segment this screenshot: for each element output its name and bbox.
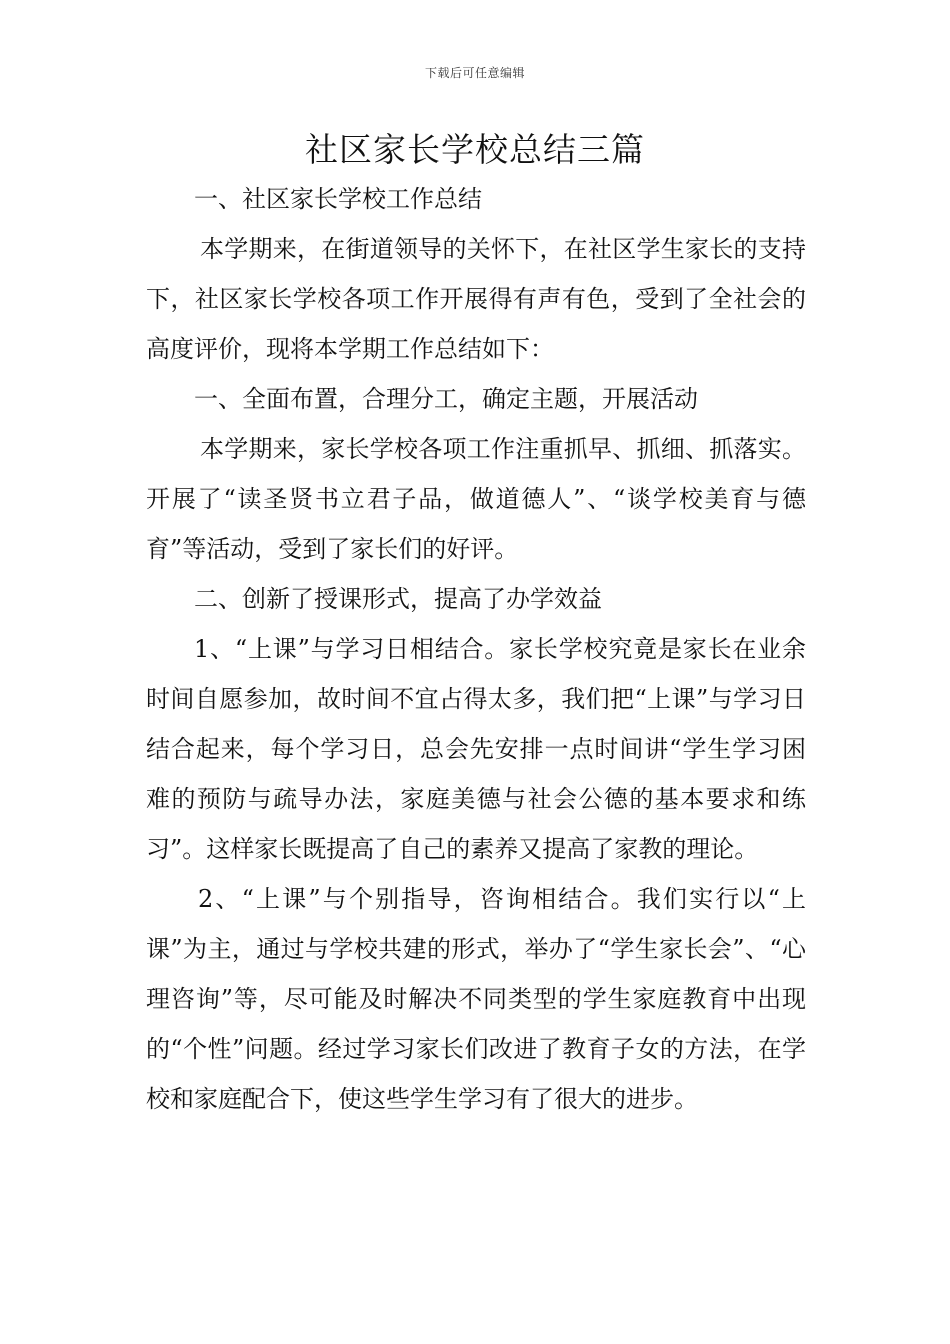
header-note: 下载后可任意编辑 [424, 66, 525, 80]
document-title: 社区家长学校总结三篇 [305, 130, 645, 169]
section-heading: 一、社区家长学校工作总结 [194, 185, 482, 213]
document-body [146, 174, 806, 1124]
part1-paragraph: 本学期来，家长学校各项工作注重抓早、抓细、抓落实。开展了“读圣贤书立君子品，做道德人”、“谈学校美育与德育”等活动，受到了家长们的好评。 [146, 435, 806, 563]
part2-heading: 二、创新了授课形式，提高了办学效益 [194, 585, 602, 613]
item1-paragraph: 1、“上课”与学习日相结合。家长学校究竟是家长在业余时间自愿参加，故时间不宜占得太多，我们把“上课”与学习日结合起来，每个学习日，总会先安排一点时间讲“学生学习困难的预防与疏导办法，家庭美德与社会公德的基本要求和练习”。这样家长既提高了自己的素养又提高了家教的理论。 [146, 635, 806, 863]
item2-paragraph: 2、“上课”与个别指导，咨询相结合。我们实行以“上课”为主，通过与学校共建的形式，举办了“学生家长会”、“心理咨询”等，尽可能及时解决不同类型的学生家庭教育中出现的“个性”问题。经过学习家长们改进了教育子女的方法，在学校和家庭配合下，使这些学生学习有了很大的进步。 [146, 885, 806, 1113]
part1-heading: 一、全面布置，合理分工，确定主题，开展活动 [194, 385, 698, 413]
intro-paragraph: 本学期来，在街道领导的关怀下，在社区学生家长的支持下，社区家长学校各项工作开展得有声有色，受到了全社会的高度评价，现将本学期工作总结如下： [146, 235, 806, 363]
